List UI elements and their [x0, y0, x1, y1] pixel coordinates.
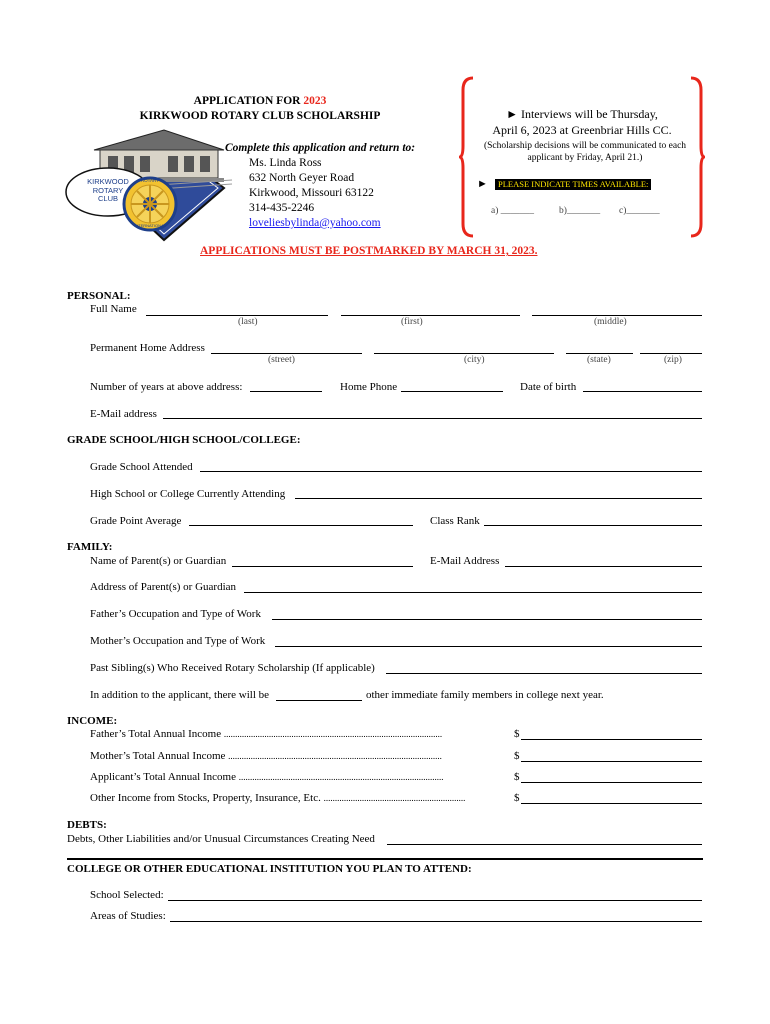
- mother-income-field[interactable]: [521, 761, 702, 762]
- middle-caption: (middle): [594, 317, 627, 327]
- zip-caption: (zip): [664, 355, 682, 365]
- contact-name: Ms. Linda Ross: [249, 157, 322, 169]
- interview-line2: April 6, 2023 at Greenbriar Hills CC.: [492, 123, 672, 137]
- income-dots: .................................................................................................: [223, 729, 443, 739]
- income-row: [90, 750, 514, 762]
- in-addition-label-1: In addition to the applicant, there will be: [90, 689, 270, 701]
- zip-field[interactable]: [640, 353, 702, 354]
- home-address-label: Permanent Home Address: [90, 342, 205, 354]
- title-prefix: APPLICATION FOR: [193, 95, 301, 107]
- debts-label: Debts, Other Liabilities and/or Unusual Circumstances Creating Need: [67, 833, 375, 845]
- logo-wheel-bottom: INTERNATIONAL: [134, 223, 166, 228]
- years-field[interactable]: [250, 391, 322, 392]
- title-line2: KIRKWOOD ROTARY CLUB SCHOLARSHIP: [139, 110, 381, 122]
- parent-email-label: E-Mail Address: [430, 555, 500, 567]
- school-selected-label: School Selected:: [90, 889, 164, 901]
- currency-sign: $: [514, 771, 520, 783]
- time-option-c[interactable]: c)_______: [619, 206, 660, 216]
- income-row: [90, 792, 514, 804]
- state-field[interactable]: [566, 353, 633, 354]
- email-label: E-Mail address: [90, 408, 157, 420]
- income-label: Father’s Total Annual Income: [90, 728, 222, 740]
- father-income-field[interactable]: [521, 739, 702, 740]
- areas-of-study-label: Areas of Studies:: [90, 910, 166, 922]
- city-caption: (city): [464, 355, 485, 365]
- decision-note-2: applicant by Friday, April 21.): [527, 153, 643, 163]
- street-field[interactable]: [211, 353, 362, 354]
- father-occupation-label: Father’s Occupation and Type of Work: [90, 608, 261, 620]
- last-name-field[interactable]: [146, 315, 328, 316]
- personal-heading: PERSONAL:: [67, 290, 131, 302]
- contact-street: 632 North Geyer Road: [249, 172, 355, 184]
- income-row: [90, 728, 520, 740]
- home-phone-field[interactable]: [401, 391, 503, 392]
- areas-of-study-field[interactable]: [170, 921, 702, 922]
- logo-wheel-top: ROTARY: [140, 178, 160, 183]
- dob-field[interactable]: [583, 391, 702, 392]
- time-option-a[interactable]: a) _______: [491, 206, 535, 216]
- income-label: Applicant’s Total Annual Income: [90, 771, 236, 783]
- currency-sign: $: [514, 792, 520, 804]
- income-label: Mother’s Total Annual Income: [90, 750, 226, 762]
- family-count-field[interactable]: [276, 700, 362, 701]
- mother-occupation-label: Mother’s Occupation and Type of Work: [90, 635, 266, 647]
- applicant-income-field[interactable]: [521, 782, 702, 783]
- application-title: [120, 94, 400, 124]
- interview-line1: Interviews will be Thursday,: [520, 107, 658, 121]
- gpa-field[interactable]: [189, 525, 413, 526]
- contact-city: Kirkwood, Missouri 63122: [249, 187, 374, 199]
- title-year: 2023: [303, 95, 327, 107]
- middle-name-field[interactable]: [532, 315, 702, 316]
- income-heading: INCOME:: [67, 715, 118, 727]
- email-field[interactable]: [163, 418, 702, 419]
- return-to-label: Complete this application and return to:: [225, 142, 416, 154]
- indicate-times-label: PLEASE INDICATE TIMES AVAILABLE:: [495, 179, 651, 190]
- parent-email-field[interactable]: [505, 566, 702, 567]
- parent-address-label: Address of Parent(s) or Guardian: [90, 581, 237, 593]
- income-dots: ...............................................................................................: [228, 751, 442, 761]
- years-label: Number of years at above address:: [90, 381, 243, 393]
- other-income-field[interactable]: [521, 803, 702, 804]
- logo-text-2: ROTARY: [92, 185, 124, 195]
- full-name-label: Full Name: [90, 303, 137, 315]
- currency-sign: $: [514, 728, 520, 740]
- currency-sign: $: [514, 750, 520, 762]
- school-heading: GRADE SCHOOL/HIGH SCHOOL/COLLEGE:: [67, 434, 301, 446]
- first-name-field[interactable]: [341, 315, 520, 316]
- dob-label: Date of birth: [520, 381, 577, 393]
- first-caption: (first): [401, 317, 423, 327]
- class-rank-field[interactable]: [484, 525, 702, 526]
- last-caption: (last): [238, 317, 258, 327]
- return-to-block: [225, 141, 415, 231]
- debts-heading: DEBTS:: [67, 819, 107, 831]
- college-heading: COLLEGE OR OTHER EDUCATIONAL INSTITUTION YOU PLAN TO ATTEND:: [67, 863, 472, 875]
- grade-school-field[interactable]: [200, 471, 702, 472]
- state-caption: (state): [587, 355, 611, 365]
- father-occupation-field[interactable]: [272, 619, 702, 620]
- postmark-deadline: APPLICATIONS MUST BE POSTMARKED BY MARCH 31, 2023.: [200, 245, 538, 257]
- section-divider: [67, 858, 703, 860]
- city-field[interactable]: [374, 353, 554, 354]
- arrow-icon: ►: [506, 107, 518, 121]
- contact-phone: 314-435-2246: [249, 202, 315, 214]
- street-caption: (street): [268, 355, 295, 365]
- home-phone-label: Home Phone: [340, 381, 398, 393]
- logo-text-1: KIRKWOOD: [87, 177, 129, 186]
- time-option-b[interactable]: b)_______: [559, 206, 601, 216]
- high-school-label: High School or College Currently Attending: [90, 488, 286, 500]
- class-rank-label: Class Rank: [430, 515, 480, 527]
- mother-occupation-field[interactable]: [275, 646, 702, 647]
- siblings-label: Past Sibling(s) Who Received Rotary Scholarship (If applicable): [90, 662, 375, 674]
- kirkwood-rotary-logo: [64, 128, 234, 248]
- parent-address-field[interactable]: [244, 592, 702, 593]
- debts-field[interactable]: [387, 844, 702, 845]
- interview-box: [459, 76, 705, 238]
- arrow-icon: ►: [477, 178, 488, 190]
- decision-note-1: (Scholarship decisions will be communicated to each: [483, 141, 687, 151]
- grade-school-label: Grade School Attended: [90, 461, 193, 473]
- contact-email-link[interactable]: loveliesbylinda@yahoo.com: [249, 217, 381, 229]
- income-dots: ...............................................................: [323, 793, 466, 803]
- logo-text-3: CLUB: [97, 194, 118, 203]
- school-selected-field[interactable]: [168, 900, 702, 901]
- gpa-label: Grade Point Average: [90, 515, 182, 527]
- income-dots: ...........................................................................................: [238, 772, 444, 782]
- income-row: [90, 771, 514, 783]
- family-heading: FAMILY:: [67, 541, 113, 553]
- siblings-field[interactable]: [386, 673, 702, 674]
- in-addition-label-2: other immediate family members in college next year.: [366, 689, 604, 701]
- high-school-field[interactable]: [295, 498, 702, 499]
- parent-name-label: Name of Parent(s) or Guardian: [90, 555, 227, 567]
- income-label: Other Income from Stocks, Property, Insurance, Etc.: [90, 792, 321, 804]
- parent-name-field[interactable]: [232, 566, 413, 567]
